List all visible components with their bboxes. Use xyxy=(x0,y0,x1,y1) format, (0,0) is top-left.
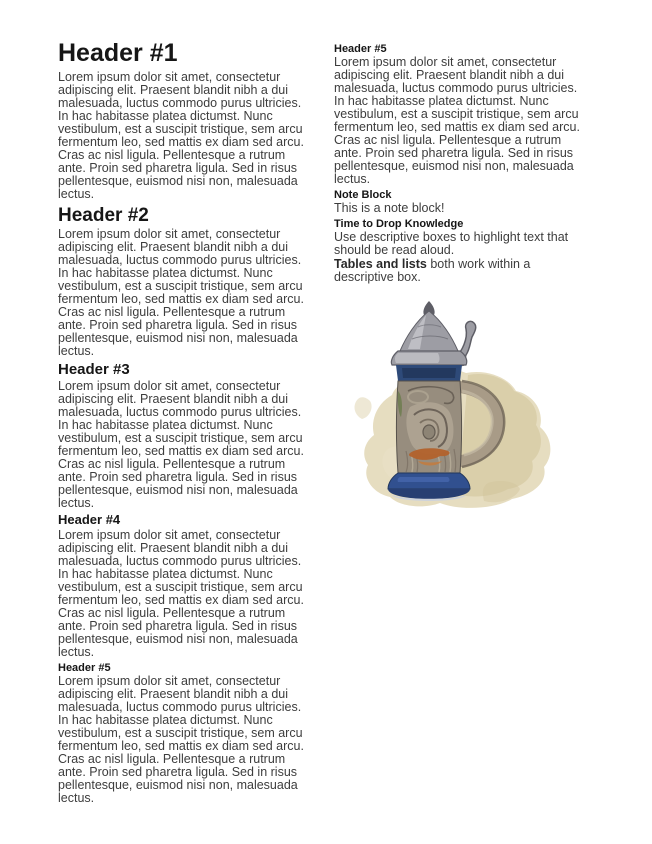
paragraph: Lorem ipsum dolor sit amet, consectetur adipiscing elit. Praesent blandit nibh a dui malesuada, luctus commodo purus ultricies. In hac habitasse platea dictumst. Nunc vestibulum, est a suscipit tristique, sem arcu fermentum leo, sed mattis ex diam sed arcu. Cras ac nisl ligula. Pellentesque a rutrum ante. Proin sed pharetra ligula. Sed in risus pellentesque, euismod nisi non, malesuada lectus. xyxy=(58,379,304,510)
right-column xyxy=(334,40,587,806)
stein-neck-band xyxy=(396,365,462,381)
section-header-5-right: Header #5 xyxy=(334,43,387,55)
stein-body xyxy=(397,381,462,473)
tables-line-rest: both work within a descriptive box. xyxy=(334,257,531,284)
knowledge-text: Use descriptive boxes to highlight text that should be read aloud. xyxy=(334,230,569,257)
paragraph: Lorem ipsum dolor sit amet, consectetur adipiscing elit. Praesent blandit nibh a dui malesuada, luctus commodo purus ultricies. In hac habitasse platea dictumst. Nunc vestibulum, est a suscipit tristique, sem arcu fermentum leo, sed mattis ex diam sed arcu. Cras ac nisl ligula. Pellentesque a rutrum ante. Proin sed pharetra ligula. Sed in risus pellentesque, euismod nisi non, malesuada lectus. xyxy=(58,70,304,201)
section-header-3: Header #3 xyxy=(58,361,130,378)
left-column xyxy=(58,40,311,806)
note-block-text: This is a note block! xyxy=(334,201,445,215)
paragraph: Lorem ipsum dolor sit amet, consectetur adipiscing elit. Praesent blandit nibh a dui malesuada, luctus commodo purus ultricies. In hac habitasse platea dictumst. Nunc vestibulum, est a suscipit tristique, sem arcu fermentum leo, sed mattis ex diam sed arcu. Cras ac nisl ligula. Pellentesque a rutrum ante. Proin sed pharetra ligula. Sed in risus pellentesque, euismod nisi non, malesuada lectus. xyxy=(58,227,304,358)
section-header-1: Header #1 xyxy=(58,39,178,67)
stein-illustration-svg xyxy=(348,299,562,511)
section-header-2: Header #2 xyxy=(58,205,149,226)
section-header-5: Header #5 xyxy=(58,662,111,674)
section-header-4: Header #4 xyxy=(58,512,121,527)
note-block-heading: Note Block xyxy=(334,189,392,201)
stein-lid xyxy=(391,301,466,365)
paragraph: Lorem ipsum dolor sit amet, consectetur adipiscing elit. Praesent blandit nibh a dui malesuada, luctus commodo purus ultricies. In hac habitasse platea dictumst. Nunc vestibulum, est a suscipit tristique, sem arcu fermentum leo, sed mattis ex diam sed arcu. Cras ac nisl ligula. Pellentesque a rutrum ante. Proin sed pharetra ligula. Sed in risus pellentesque, euismod nisi non, malesuada lectus. xyxy=(334,55,580,186)
stein-image xyxy=(348,299,562,511)
knowledge-heading: Time to Drop Knowledge xyxy=(334,218,464,230)
tables-line xyxy=(334,258,587,284)
paragraph: Lorem ipsum dolor sit amet, consectetur adipiscing elit. Praesent blandit nibh a dui malesuada, luctus commodo purus ultricies. In hac habitasse platea dictumst. Nunc vestibulum, est a suscipit tristique, sem arcu fermentum leo, sed mattis ex diam sed arcu. Cras ac nisl ligula. Pellentesque a rutrum ante. Proin sed pharetra ligula. Sed in risus pellentesque, euismod nisi non, malesuada lectus. xyxy=(58,674,304,805)
tables-line-bold: Tables and lists xyxy=(334,257,427,271)
paragraph: Lorem ipsum dolor sit amet, consectetur adipiscing elit. Praesent blandit nibh a dui malesuada, luctus commodo purus ultricies. In hac habitasse platea dictumst. Nunc vestibulum, est a suscipit tristique, sem arcu fermentum leo, sed mattis ex diam sed arcu. Cras ac nisl ligula. Pellentesque a rutrum ante. Proin sed pharetra ligula. Sed in risus pellentesque, euismod nisi non, malesuada lectus. xyxy=(58,528,304,659)
